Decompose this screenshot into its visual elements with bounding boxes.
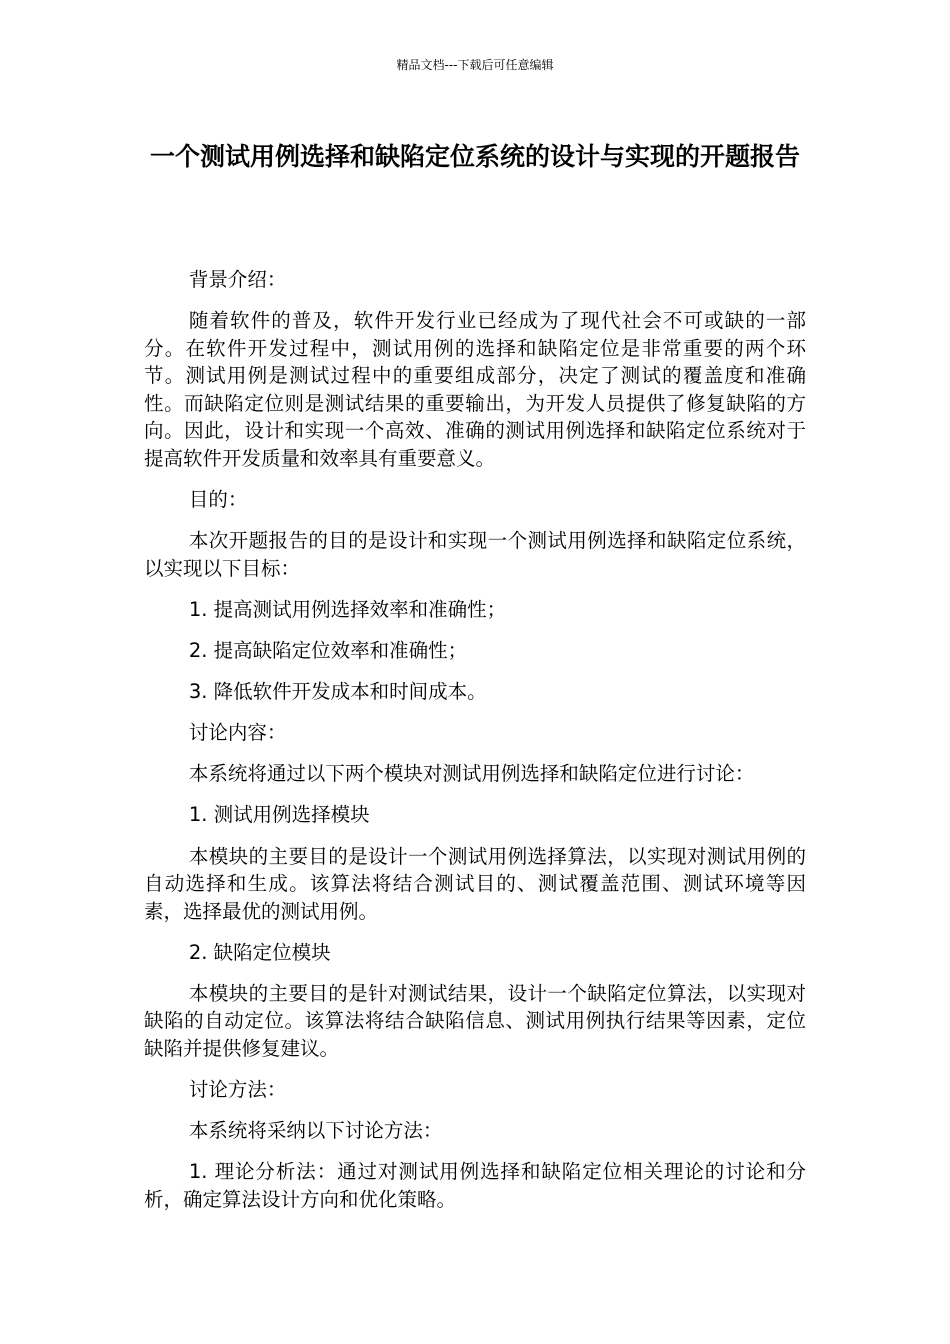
paragraph-purpose: 本次开题报告的目的是设计和实现一个测试用例选择和缺陷定位系统，以实现以下目标： [144,529,806,580]
document-title: 一个测试用例选择和缺陷定位系统的设计与实现的开题报告 [149,142,800,171]
header-note: 精品文档---下载后可任意编辑 [396,58,554,72]
paragraph-content-intro: 本系统将通过以下两个模块对测试用例选择和缺陷定位进行讨论： [188,762,755,786]
module-heading-test-case-selection: 1. 测试用例选择模块 [188,803,370,827]
goal-item: 2. 提高缺陷定位效率和准确性； [188,639,468,663]
section-heading-purpose: 目的： [188,488,248,512]
paragraph-method-intro: 本系统将采纳以下讨论方法： [188,1119,443,1143]
module-heading-defect-localization: 2. 缺陷定位模块 [188,940,331,964]
section-heading-content: 讨论内容： [188,721,287,745]
paragraph-test-case-selection: 本模块的主要目的是设计一个测试用例选择算法，以实现对测试用例的自动选择和生成。该算法将结合测试目的、测试覆盖范围、测试环境等因素，选择最优的测试用例。 [144,844,806,923]
method-item: 1. 理论分析法：通过对测试用例选择和缺陷定位相关理论的讨论和分析，确定算法设计方向和优化策略。 [144,1160,806,1211]
section-heading-background: 背景介绍： [188,268,287,291]
section-heading-method: 讨论方法： [188,1078,287,1102]
goal-item: 1. 提高测试用例选择效率和准确性； [188,597,507,621]
goal-item: 3. 降低软件开发成本和时间成本。 [188,680,487,704]
paragraph-background: 随着软件的普及，软件开发行业已经成为了现代社会不可或缺的一部分。在软件开发过程中，测试用例的选择和缺陷定位是非常重要的两个环节。测试用例是测试过程中的重要组成部分，决定了测试的覆盖度和准确性。而缺陷定位则是测试结果的重要输出，为开发人员提供了修复缺陷的方向。因此，设计和实现一个高效、准确的测试用例选择和缺陷定位系统对于提高软件开发质量和效率具有重要意义。 [144,309,806,471]
document-body [144,266,806,1227]
paragraph-defect-localization: 本模块的主要目的是针对测试结果，设计一个缺陷定位算法，以实现对缺陷的自动定位。该算法将结合缺陷信息、测试用例执行结果等因素，定位缺陷并提供修复建议。 [144,981,806,1061]
